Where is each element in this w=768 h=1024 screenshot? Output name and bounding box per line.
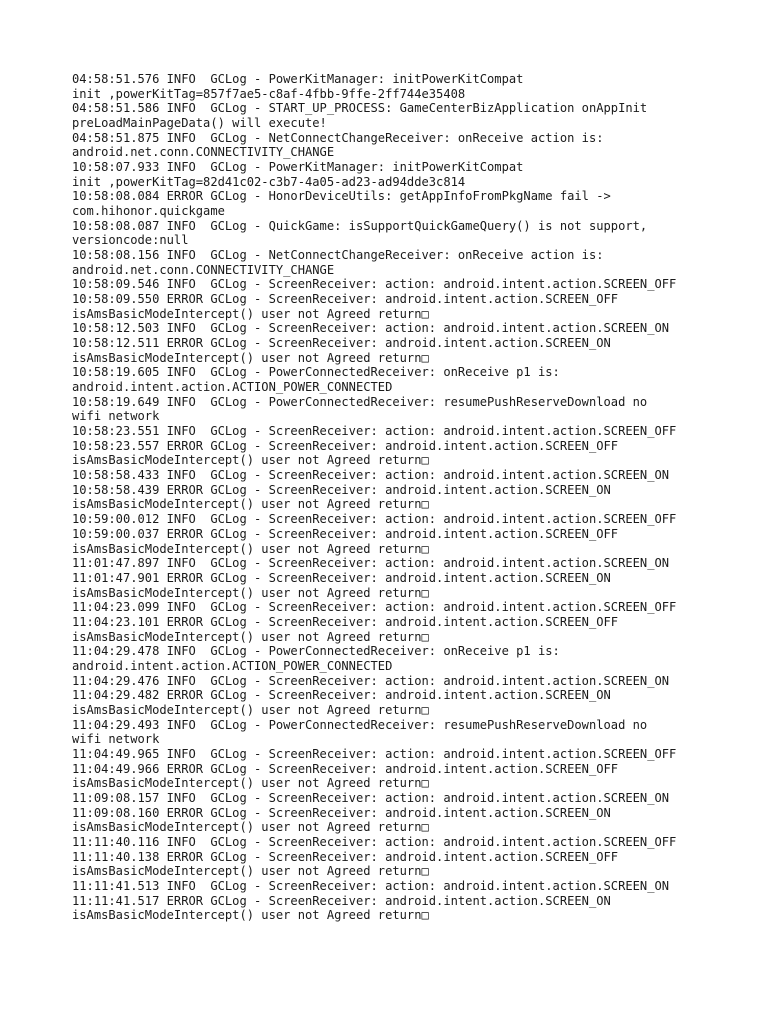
log-line: 11:04:29.478 INFO GCLog - PowerConnectedReceiver: onReceive p1 is: xyxy=(72,644,560,659)
log-line: isAmsBasicModeIntercept() user not Agreed return□ xyxy=(72,541,429,556)
log-line: 11:11:41.513 INFO GCLog - ScreenReceiver: action: android.intent.action.SCREEN_ON xyxy=(72,878,670,893)
log-page xyxy=(72,72,752,923)
log-line: wifi network xyxy=(72,409,160,424)
log-line: 10:58:23.557 ERROR GCLog - ScreenReceiver: android.intent.action.SCREEN_OFF xyxy=(72,438,619,453)
log-line: isAmsBasicModeIntercept() user not Agreed return□ xyxy=(72,864,429,879)
log-line: 10:58:19.649 INFO GCLog - PowerConnectedReceiver: resumePushReserveDownload no xyxy=(72,394,648,409)
log-line: isAmsBasicModeIntercept() user not Agreed return□ xyxy=(72,908,429,923)
log-line: 10:58:08.084 ERROR GCLog - HonorDeviceUtils: getAppInfoFromPkgName fail -> xyxy=(72,189,611,204)
log-line: 10:58:58.439 ERROR GCLog - ScreenReceiver: android.intent.action.SCREEN_ON xyxy=(72,482,611,497)
log-line: isAmsBasicModeIntercept() user not Agreed return□ xyxy=(72,453,429,468)
log-line: isAmsBasicModeIntercept() user not Agreed return□ xyxy=(72,629,429,644)
log-line: android.net.conn.CONNECTIVITY_CHANGE xyxy=(72,145,335,160)
log-line: isAmsBasicModeIntercept() user not Agreed return□ xyxy=(72,350,429,365)
log-line: 11:04:49.965 INFO GCLog - ScreenReceiver: action: android.intent.action.SCREEN_OFF xyxy=(72,746,677,761)
log-line: 11:04:29.476 INFO GCLog - ScreenReceiver: action: android.intent.action.SCREEN_ON xyxy=(72,673,670,688)
log-line: isAmsBasicModeIntercept() user not Agreed return□ xyxy=(72,776,429,791)
log-line: 11:04:29.493 INFO GCLog - PowerConnectedReceiver: resumePushReserveDownload no xyxy=(72,717,648,732)
log-line: 04:58:51.875 INFO GCLog - NetConnectChangeReceiver: onReceive action is: xyxy=(72,130,604,145)
log-line: 10:58:12.511 ERROR GCLog - ScreenReceiver: android.intent.action.SCREEN_ON xyxy=(72,336,611,351)
log-line: 10:58:08.156 INFO GCLog - NetConnectChangeReceiver: onReceive action is: xyxy=(72,248,604,263)
log-line: 11:04:49.966 ERROR GCLog - ScreenReceiver: android.intent.action.SCREEN_OFF xyxy=(72,761,619,776)
log-line: 11:09:08.160 ERROR GCLog - ScreenReceiver: android.intent.action.SCREEN_ON xyxy=(72,805,611,820)
log-line: versioncode:null xyxy=(72,233,189,248)
log-line: 11:01:47.897 INFO GCLog - ScreenReceiver: action: android.intent.action.SCREEN_ON xyxy=(72,556,670,571)
log-line: 10:58:08.087 INFO GCLog - QuickGame: isSupportQuickGameQuery() is not support, xyxy=(72,218,648,233)
log-line: 10:58:09.546 INFO GCLog - ScreenReceiver: action: android.intent.action.SCREEN_OFF xyxy=(72,277,677,292)
log-line: isAmsBasicModeIntercept() user not Agreed return□ xyxy=(72,702,429,717)
log-line: 10:58:19.605 INFO GCLog - PowerConnectedReceiver: onReceive p1 is: xyxy=(72,365,560,380)
log-line: android.intent.action.ACTION_POWER_CONNECTED xyxy=(72,380,393,395)
log-line: 10:59:00.012 INFO GCLog - ScreenReceiver: action: android.intent.action.SCREEN_OFF xyxy=(72,512,677,527)
log-line: init ,powerKitTag=857f7ae5-c8af-4fbb-9ffe-2ff744e35408 xyxy=(72,86,466,101)
log-line: 11:01:47.901 ERROR GCLog - ScreenReceiver: android.intent.action.SCREEN_ON xyxy=(72,570,611,585)
log-line: 04:58:51.586 INFO GCLog - START_UP_PROCESS: GameCenterBizApplication onAppInit xyxy=(72,101,648,116)
log-line: android.intent.action.ACTION_POWER_CONNECTED xyxy=(72,658,393,673)
log-line: 11:11:40.116 INFO GCLog - ScreenReceiver: action: android.intent.action.SCREEN_OFF xyxy=(72,834,677,849)
log-line: android.net.conn.CONNECTIVITY_CHANGE xyxy=(72,262,335,277)
log-line: 11:11:40.138 ERROR GCLog - ScreenReceiver: android.intent.action.SCREEN_OFF xyxy=(72,849,619,864)
log-line: 10:59:00.037 ERROR GCLog - ScreenReceiver: android.intent.action.SCREEN_OFF xyxy=(72,526,619,541)
log-line: 11:11:41.517 ERROR GCLog - ScreenReceiver: android.intent.action.SCREEN_ON xyxy=(72,893,611,908)
log-line: com.hihonor.quickgame xyxy=(72,204,225,219)
log-line: isAmsBasicModeIntercept() user not Agreed return□ xyxy=(72,306,429,321)
log-line: 10:58:12.503 INFO GCLog - ScreenReceiver: action: android.intent.action.SCREEN_ON xyxy=(72,321,670,336)
log-line: 11:09:08.157 INFO GCLog - ScreenReceiver: action: android.intent.action.SCREEN_ON xyxy=(72,790,670,805)
log-line: 11:04:29.482 ERROR GCLog - ScreenReceiver: android.intent.action.SCREEN_ON xyxy=(72,688,611,703)
log-line: isAmsBasicModeIntercept() user not Agreed return□ xyxy=(72,497,429,512)
log-line: preLoadMainPageData() will execute! xyxy=(72,116,327,131)
log-line: 11:04:23.101 ERROR GCLog - ScreenReceiver: android.intent.action.SCREEN_OFF xyxy=(72,614,619,629)
log-line: 04:58:51.576 INFO GCLog - PowerKitManager: initPowerKitCompat xyxy=(72,72,524,86)
log-line: isAmsBasicModeIntercept() user not Agreed return□ xyxy=(72,820,429,835)
log-line: 10:58:23.551 INFO GCLog - ScreenReceiver: action: android.intent.action.SCREEN_OFF xyxy=(72,424,677,439)
log-line: 10:58:58.433 INFO GCLog - ScreenReceiver: action: android.intent.action.SCREEN_ON xyxy=(72,468,670,483)
log-line: init ,powerKitTag=82d41c02-c3b7-4a05-ad23-ad94dde3c814 xyxy=(72,174,466,189)
log-line: 10:58:07.933 INFO GCLog - PowerKitManager: initPowerKitCompat xyxy=(72,160,524,175)
log-line: isAmsBasicModeIntercept() user not Agreed return□ xyxy=(72,585,429,600)
log-line: 10:58:09.550 ERROR GCLog - ScreenReceiver: android.intent.action.SCREEN_OFF xyxy=(72,292,619,307)
log-line: wifi network xyxy=(72,732,160,747)
log-line: 11:04:23.099 INFO GCLog - ScreenReceiver: action: android.intent.action.SCREEN_OFF xyxy=(72,600,677,615)
